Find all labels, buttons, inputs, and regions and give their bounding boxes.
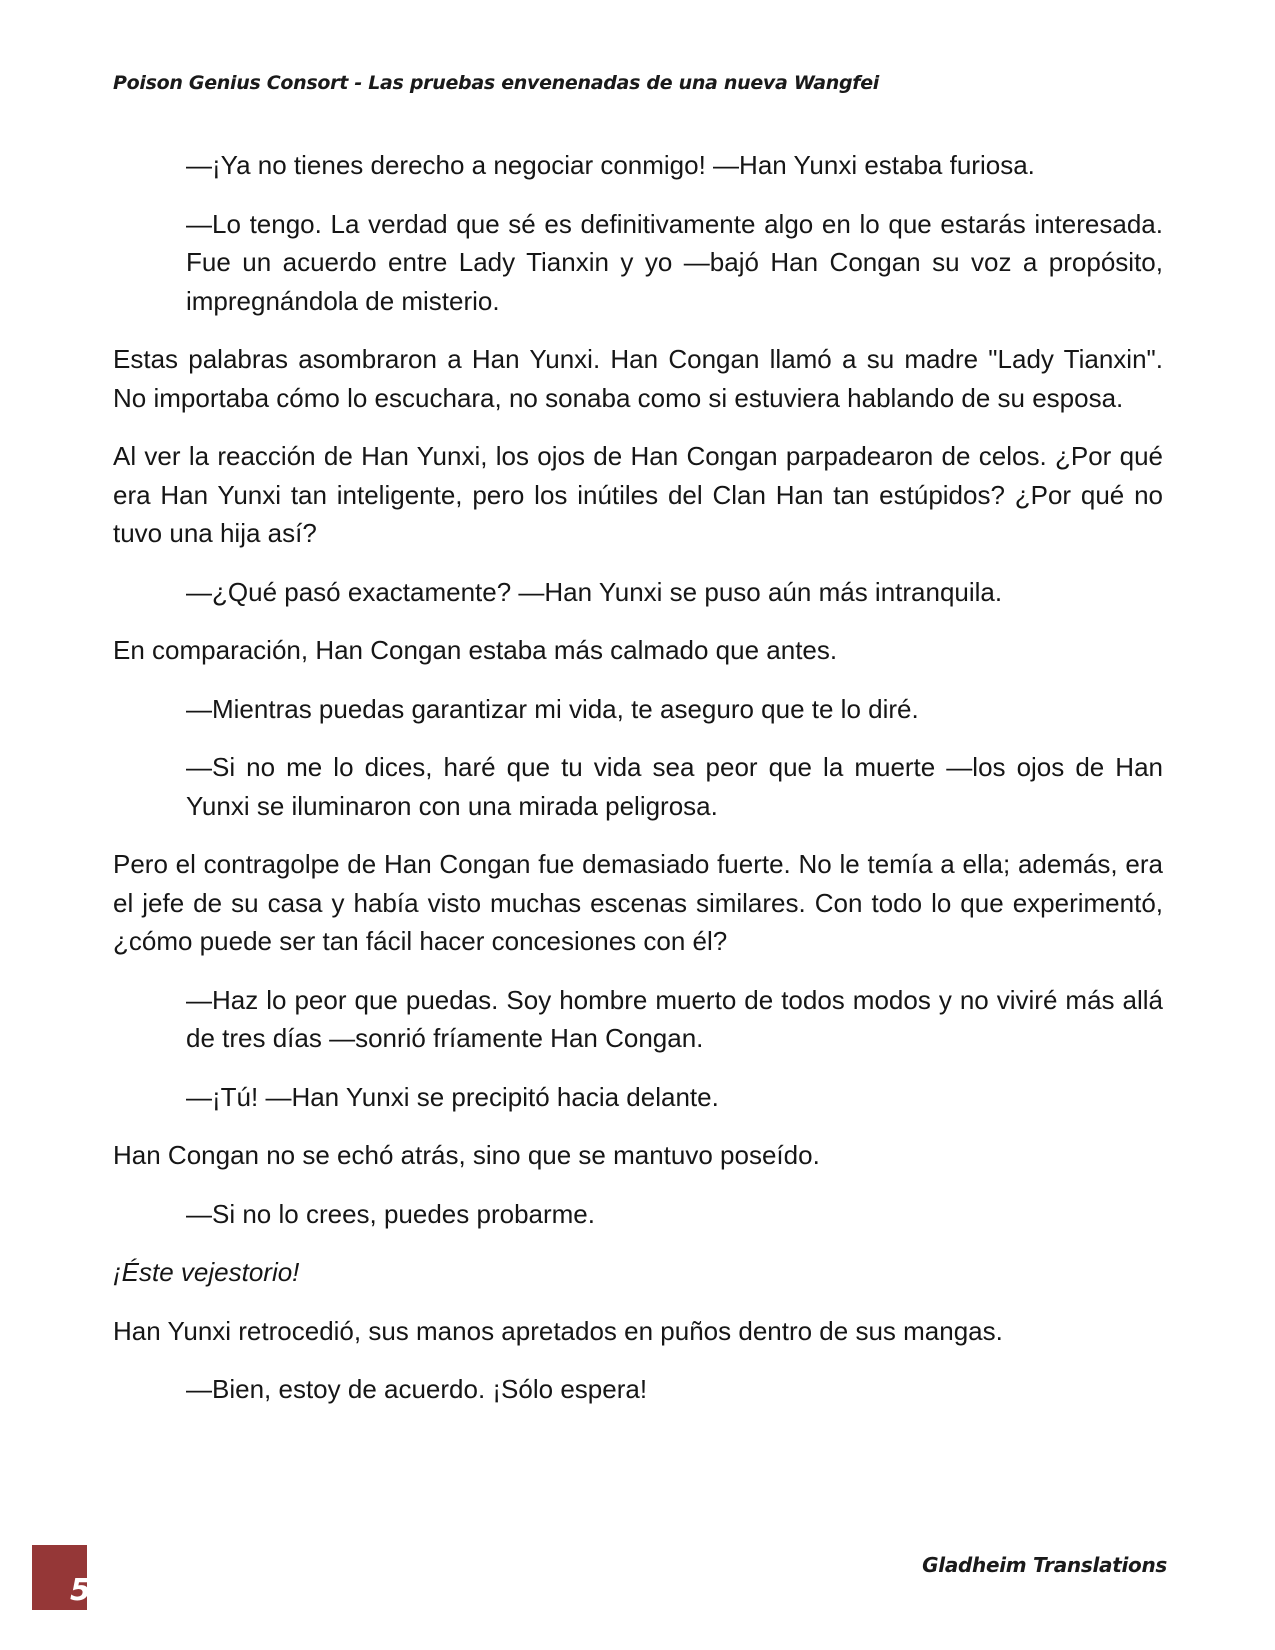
- paragraph-2: —Lo tengo. La verdad que sé es definitivamente algo en lo que estarás interesada. Fue un acuerdo entre Lady Tianxin y yo —bajó Han Congan su voz a propósito, impregnándola de misterio.: [186, 208, 1163, 316]
- paragraph-8: —Si no me lo dices, haré que tu vida sea peor que la muerte —los ojos de Han Yunxi se iluminaron con una mirada peligrosa.: [186, 752, 1163, 821]
- paragraph-4: Al ver la reacción de Han Yunxi, los ojos de Han Congan parpadearon de celos. ¿Por qué era Han Yunxi tan inteligente, pero los inútiles del Clan Han tan estúpidos? ¿Por qué no tuvo una hija así?: [113, 441, 1163, 548]
- chapter-text: [113, 146, 1163, 1409]
- paragraph-6: En comparación, Han Congan estaba más calmado que antes.: [113, 635, 838, 665]
- paragraph-16: —Bien, estoy de acuerdo. ¡Sólo espera!: [186, 1374, 648, 1404]
- paragraph-9: Pero el contragolpe de Han Congan fue demasiado fuerte. No le temía a ella; además, era el jefe de su casa y había visto muchas escenas similares. Con todo lo que experimentó, ¿cómo puede ser tan fácil hacer concesiones con él?: [113, 849, 1163, 956]
- paragraph-15: Han Yunxi retrocedió, sus manos apretados en puños dentro de sus mangas.: [113, 1315, 1003, 1346]
- paragraph-12: Han Congan no se echó atrás, sino que se mantuvo poseído.: [113, 1140, 820, 1170]
- paragraph-3: Estas palabras asombraron a Han Yunxi. Han Congan llamó a su madre "Lady Tianxin". No importaba cómo lo escuchara, no sonaba como si estuviera hablando de su esposa.: [113, 344, 1163, 413]
- page-number-underline: [32, 1608, 87, 1610]
- paragraph-1: —¡Ya no tienes derecho a negociar conmigo! —Han Yunxi estaba furiosa.: [186, 150, 1035, 180]
- page-number: 5: [70, 1573, 91, 1608]
- running-header: Poison Genius Consort - Las pruebas envenenadas de una nueva Wangfei: [113, 72, 880, 94]
- paragraph-5: —¿Qué pasó exactamente? —Han Yunxi se puso aún más intranquila.: [186, 576, 1003, 607]
- paragraph-10: —Haz lo peor que puedas. Soy hombre muerto de todos modos y no viviré más allá de tres días —sonrió fríamente Han Congan.: [186, 984, 1163, 1053]
- paragraph-7: —Mientras puedas garantizar mi vida, te aseguro que te lo diré.: [186, 693, 919, 724]
- paragraph-14: ¡Éste vejestorio!: [113, 1257, 300, 1287]
- paragraph-13: —Si no lo crees, puedes probarme.: [186, 1198, 595, 1229]
- paragraph-11: —¡Tú! —Han Yunxi se precipitó hacia delante.: [186, 1081, 719, 1112]
- footer-credit: Gladheim Translations: [922, 1553, 1167, 1577]
